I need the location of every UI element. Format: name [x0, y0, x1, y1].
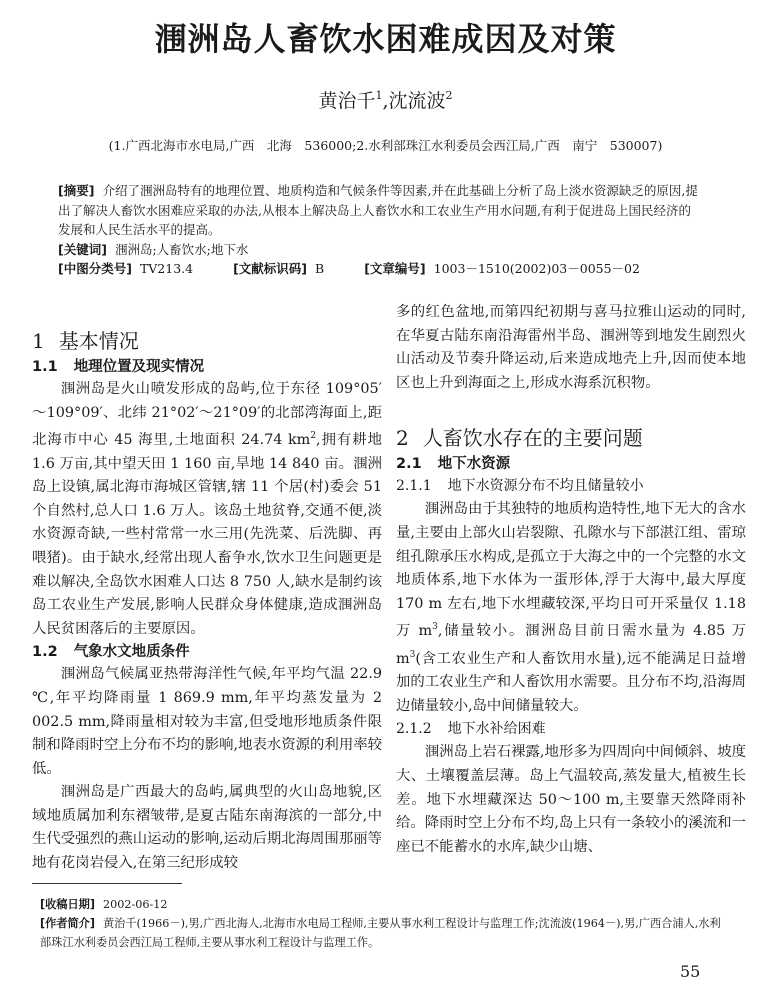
subsection-number: 2.1	[396, 456, 422, 473]
subsubsection-number: 2.1.2	[396, 721, 432, 738]
paper-title: 涠洲岛人畜饮水困难成因及对策	[154, 20, 617, 58]
section-title: 基本情况	[58, 329, 139, 353]
article-id-value: 1003－1510(2002)03－0055－02	[433, 261, 640, 276]
author-affil-marker: 1	[375, 89, 383, 102]
article-id-label: [文章编号]	[364, 261, 426, 276]
paragraph	[396, 498, 746, 718]
abstract-block	[58, 181, 698, 279]
subsection-heading	[396, 453, 746, 475]
superscript: 3	[409, 649, 416, 660]
subsection-heading	[32, 641, 382, 663]
subsubsection-title: 地下水补给困难	[447, 721, 546, 738]
doc-code-value: B	[315, 261, 325, 276]
abstract-label: [摘要]	[58, 183, 95, 198]
author-affil-marker: 2	[445, 89, 453, 102]
author-bio	[40, 914, 730, 952]
affiliations: (1.广西北海市水电局,广西 北海 536000;2.水利部珠江水利委员会西江局,广西 南宁 530007)	[108, 138, 663, 153]
received-label: [收稿日期]	[40, 898, 95, 911]
author-name: 沈流波	[388, 90, 446, 112]
subsection-number: 1.2	[32, 644, 58, 661]
section-number: 2	[396, 426, 409, 451]
paragraph: 涠洲岛是广西最大的岛屿,属典型的火山岛地貌,区域地质属加利东褶皱带,是夏古陆东南海滨的一部分,中生代受强烈的燕山运动的影响,运动后期北海周围那丽等地有花岗岩侵入,在第三纪形成较	[32, 784, 382, 872]
left-column	[32, 324, 382, 876]
right-column	[396, 301, 746, 859]
superscript: 3	[432, 622, 438, 633]
paragraph	[32, 378, 382, 641]
section-heading	[32, 328, 382, 354]
paragraph: 涠洲岛气候属亚热带海洋性气候,年平均气温 22.9 ℃,年平均降雨量 1 869.9 mm,年平均蒸发量为 2 002.5 mm,降雨量相对较为丰富,但受地形地质条件限制和降雨时空上分布不均的影响,地表水资源的利用率较低。	[32, 666, 382, 777]
keywords-text: 涠洲岛;人畜饮水;地下水	[114, 241, 249, 257]
paragraph-text: 涠洲岛是火山喷发形成的岛屿,位于东径 109°05′～109°09′、北纬 21°02′～21°09′的北部湾海面上,距北海市中心 45 海里,土地面积 24.74 km	[32, 381, 382, 448]
abstract-text: 介绍了涠洲岛特有的地理位置、地质构造和气候条件等因素,并在此基础上分析了岛上淡水资源缺乏的原因,提出了解决人畜饮水困难应采取的办法,从根本上解决岛上人畜饮水和工农业生产用水问题,有利于促进岛上国民经济的发展和人民生活水平的提高。	[58, 183, 698, 237]
bio-label: [作者简介]	[40, 917, 95, 930]
paragraph: 涠洲岛上岩石裸露,地形多为四周向中间倾斜、坡度大、土壤覆盖层薄。岛上气温较高,蒸发量大,植被生长差。地下水埋藏深达 50～100 m,主要靠天然降雨补给。降雨时空上分布不均,岛上只有一条较小的溪流和一座已不能蓄水的水库,缺少山塘、	[396, 744, 746, 855]
keywords	[58, 240, 698, 260]
footnote-block	[40, 895, 730, 952]
doc-code-label: [文献标识码]	[233, 261, 308, 276]
subsubsection-number: 2.1.1	[396, 478, 432, 495]
subsection-title: 地下水资源	[437, 456, 511, 473]
subsection-title: 气象水文地质条件	[73, 644, 190, 661]
bio-text: 黄治千(1966－),男,广西北海人,北海市水电局工程师,主要从事水利工程设计与监理工作;沈流波(1964－),男,广西合浦人,水利部珠江水利委员会西江局工程师,主要从事水利工程设计与监理工作。	[40, 917, 721, 949]
page-number: 55	[680, 962, 701, 981]
paragraph-text: ,储量较小。涠洲岛目前日需水量为 4.85 万 m	[396, 623, 746, 667]
received-value: 2002-06-12	[102, 898, 168, 911]
clc-label: [中图分类号]	[58, 261, 132, 276]
paragraph-text: 涠洲岛由于其独特的地质构造特性,地下无大的含水量,主要由上部火山岩裂隙、孔隙水与下部湛江组、雷琼组孔隙承压水构成,是孤立于大海之中的一个完整的水文地质体系,地下水体为一蛋形体,浮于大海中,最大厚度 170 m 左右,地下水埋藏较深,平均日可开采量仅 1.18 万 m	[396, 501, 746, 640]
section-number: 1	[32, 329, 45, 353]
clc-value: TV213.4	[139, 261, 194, 276]
received-date	[40, 895, 730, 914]
paragraph-continued: 多的红色盆地,而第四纪初期与喜马拉雅山运动的同时,在华夏古陆东南沿海雷州半岛、涠洲等到地发生剧烈火山活动及节奏升降运动,后来造成地壳上升,因而使本地区也上升到海面之上,形成水海系沉积物。	[396, 304, 746, 391]
subsubsection-title: 地下水资源分布不均且储量较小	[447, 478, 644, 495]
abstract	[58, 181, 698, 240]
keywords-label: [关键词]	[58, 241, 107, 257]
section-heading	[396, 425, 746, 451]
subsection-heading	[32, 356, 382, 378]
superscript: 2	[310, 431, 317, 442]
author-line	[0, 86, 771, 113]
paragraph-text: (含工农业生产和人畜饮用水量),远不能满足日益增加的工农业生产和人畜饮用水需要。且分布不均,沿海周边储量较小,岛中间储量较大。	[396, 650, 746, 714]
subsubsection-heading	[396, 475, 746, 498]
footnote-divider	[32, 883, 182, 884]
classification-row	[58, 259, 698, 279]
author-separator: ,	[382, 90, 389, 112]
author-name: 黄治千	[318, 90, 376, 112]
paragraph-text: ,拥有耕地 1.6 万亩,其中望天田 1 160 亩,旱地 14 840 亩。涠洲岛上设镇,属北海市海城区管辖,辖 11 个居(村)委会 51 个自然村,总人口 1.6 万人。该岛土地贫脊,交通不便,淡水资源奇缺,一些村常常一水三用(先洗菜、后洗脚、再喂猪)。由于缺水,经常出现人畜争水,饮水卫生问题更是难以解决,全岛饮水困难人口达 8 750 人,缺水是制约该岛工农业生产发展,影响人民群众身体健康,造成涠洲岛人民贫困落后的主要原因。	[32, 431, 382, 637]
subsection-title: 地理位置及现实情况	[73, 359, 205, 375]
subsubsection-heading	[396, 718, 746, 741]
section-title: 人畜饮水存在的主要问题	[422, 426, 643, 451]
subsection-number: 1.1	[32, 359, 58, 375]
